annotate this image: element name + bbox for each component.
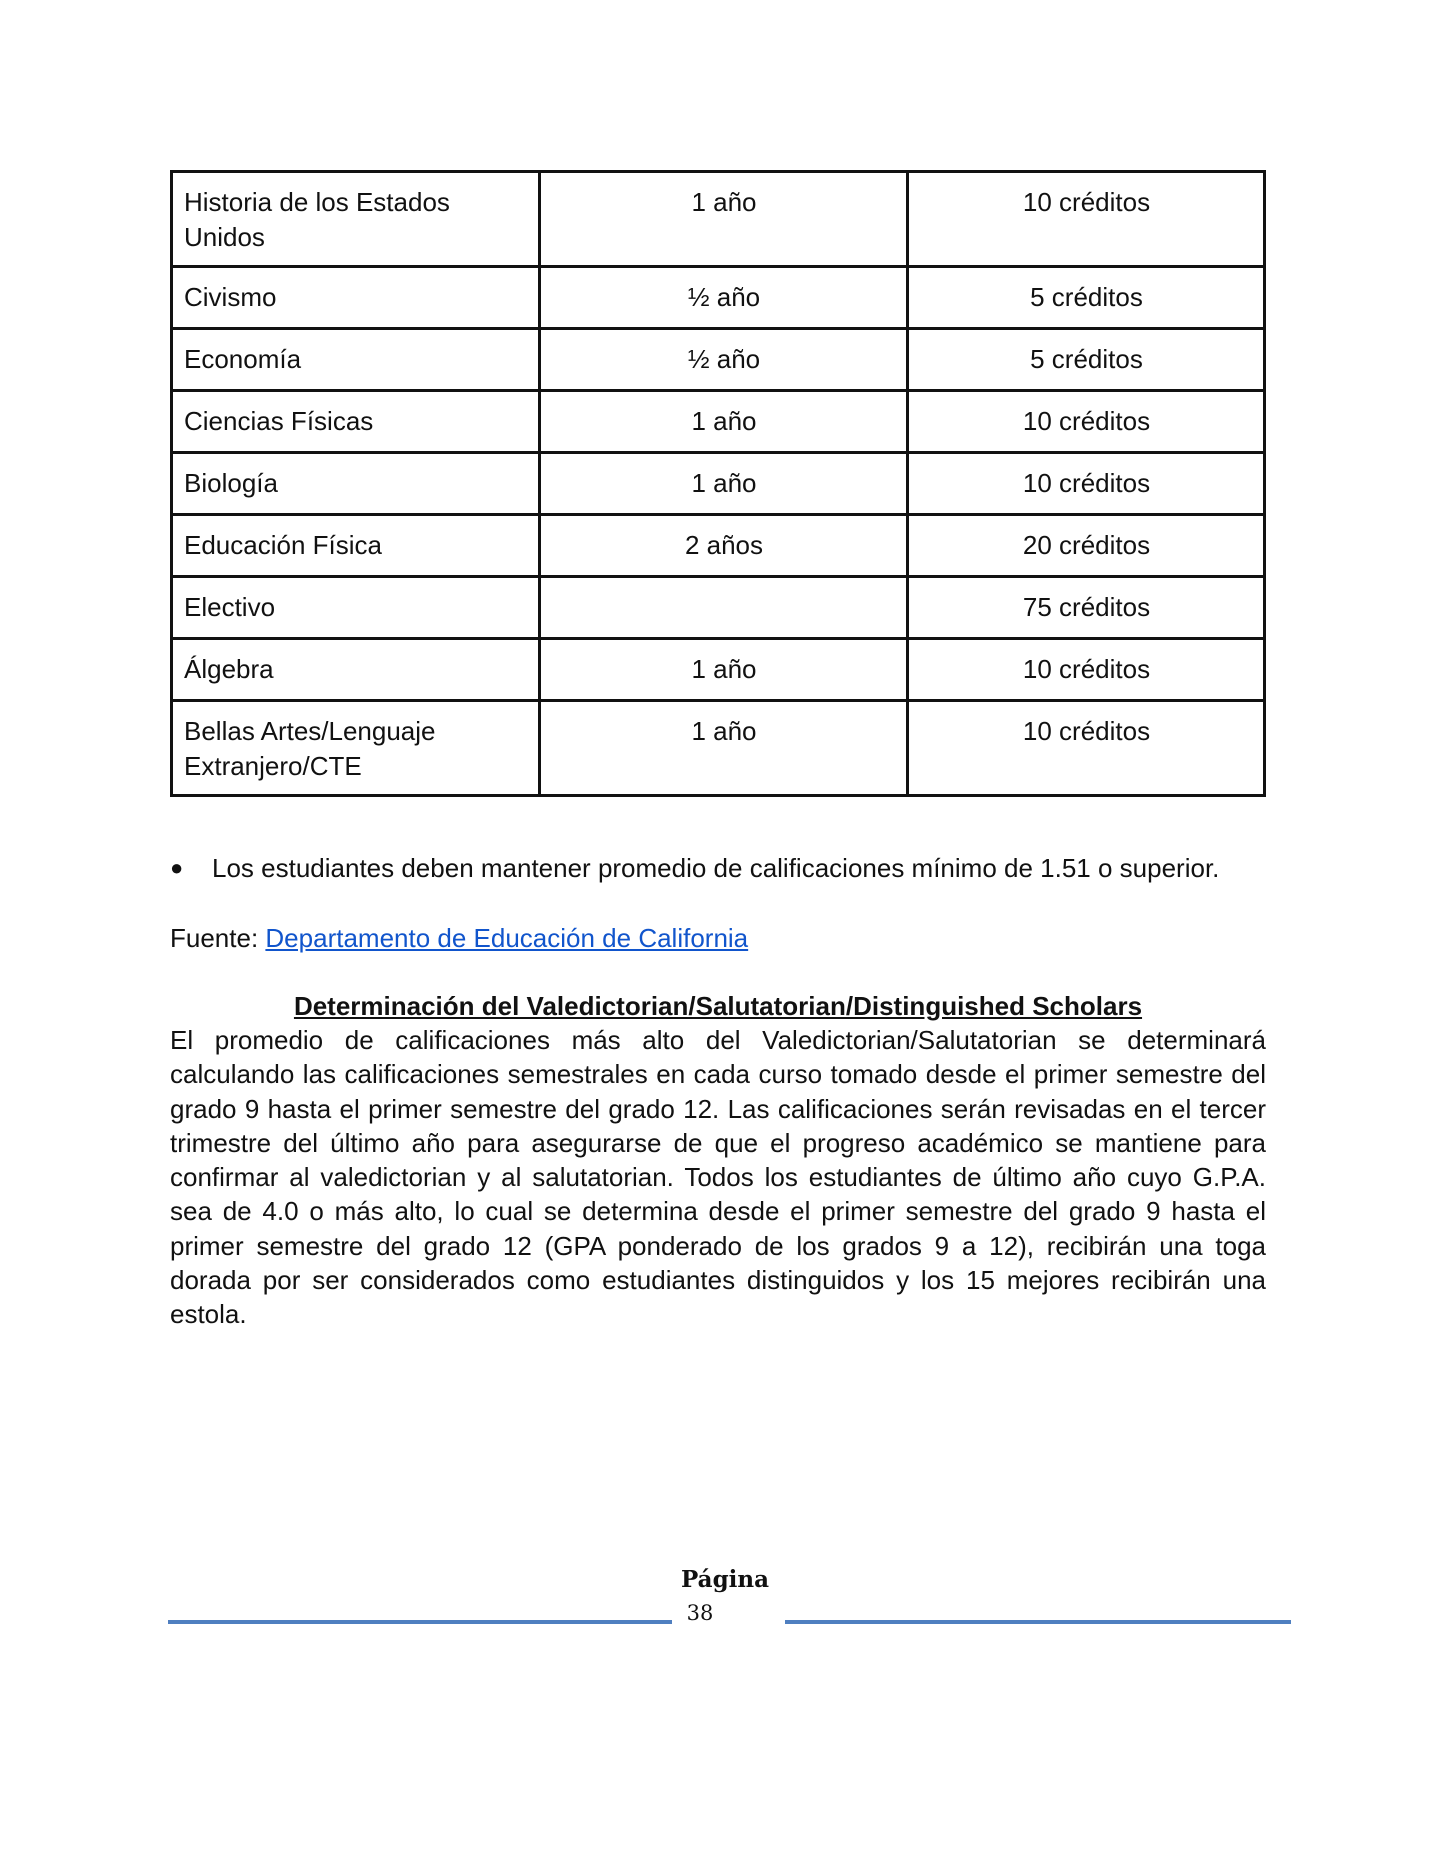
subject-cell: Historia de los Estados Unidos (172, 172, 540, 267)
table-row (172, 701, 1265, 796)
credits-cell: 5 créditos (908, 267, 1265, 329)
duration-cell: 2 años (540, 515, 908, 577)
table-row (172, 267, 1265, 329)
table-row (172, 391, 1265, 453)
credits-cell: 5 créditos (908, 329, 1265, 391)
footer-page-number: 38 (686, 1601, 714, 1625)
credits-cell: 10 créditos (908, 701, 1265, 796)
credits-cell: 75 créditos (908, 577, 1265, 639)
credits-cell: 10 créditos (908, 391, 1265, 453)
credits-cell: 10 créditos (908, 453, 1265, 515)
source-link[interactable]: Departamento de Educación de California (265, 923, 749, 953)
duration-cell: ½ año (540, 329, 908, 391)
subject-cell: Civismo (172, 267, 540, 329)
gpa-requirement-bullet (170, 850, 1280, 886)
bullet-icon: ● (170, 855, 184, 880)
footer-rule-right (785, 1620, 1291, 1624)
source-label: Fuente: (170, 923, 266, 953)
requirements-table (170, 170, 1266, 797)
source-line (170, 920, 748, 956)
credits-cell: 10 créditos (908, 639, 1265, 701)
duration-cell: 1 año (540, 172, 908, 267)
subject-cell: Ciencias Físicas (172, 391, 540, 453)
table-row (172, 172, 1265, 267)
table-row (172, 453, 1265, 515)
table-row (172, 577, 1265, 639)
subject-cell: Bellas Artes/Lenguaje Extranjero/CTE (172, 701, 540, 796)
duration-cell: 1 año (540, 639, 908, 701)
bullet-text: Los estudiantes deben mantener promedio de calificaciones mínimo de 1.51 o superior. (212, 853, 1220, 883)
section-heading: Determinación del Valedictorian/Salutatorian/Distinguished Scholars (293, 991, 1143, 1021)
duration-cell: ½ año (540, 267, 908, 329)
table-row (172, 515, 1265, 577)
duration-cell (540, 577, 908, 639)
duration-cell: 1 año (540, 701, 908, 796)
section-body: El promedio de calificaciones más alto del Valedictorian/Salutatorian se determinará calculando las calificaciones semestrales en cada curso tomado desde el primer semestre del grado 9 hasta el primer semestre del grado 12. Las calificaciones serán revisadas en el tercer trimestre del último año para asegurarse de que el progreso académico se mantiene para confirmar al valedictorian y al salutatorian. Todos los estudiantes de último año cuyo G.P.A. sea de 4.0 o más alto, lo cual se determina desde el primer semestre del grado 9 hasta el primer semestre del grado 12 (GPA ponderado de los grados 9 a 12), recibirán una toga dorada por ser considerados como estudiantes distinguidos y los 15 mejores recibirán una estola. (170, 1025, 1266, 1330)
footer-rule-left (168, 1620, 672, 1624)
subject-cell: Economía (172, 329, 540, 391)
duration-cell: 1 año (540, 453, 908, 515)
footer-page-label: Página (680, 1566, 770, 1593)
table-row (172, 329, 1265, 391)
subject-cell: Educación Física (172, 515, 540, 577)
credits-cell: 10 créditos (908, 172, 1265, 267)
subject-cell: Álgebra (172, 639, 540, 701)
subject-cell: Biología (172, 453, 540, 515)
duration-cell: 1 año (540, 391, 908, 453)
subject-cell: Electivo (172, 577, 540, 639)
credits-cell: 20 créditos (908, 515, 1265, 577)
table-row (172, 639, 1265, 701)
